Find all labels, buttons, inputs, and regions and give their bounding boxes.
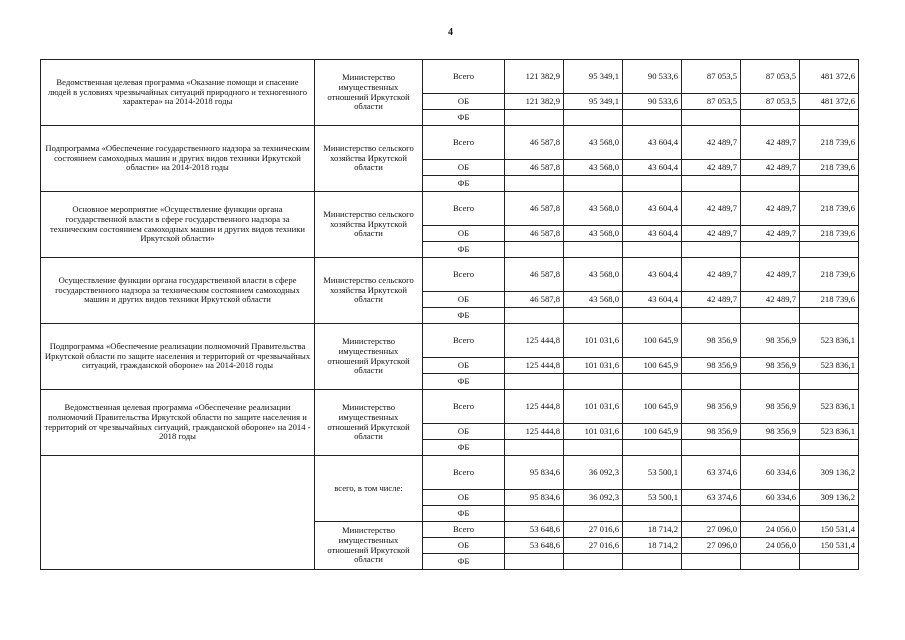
total-value-cell: [800, 176, 859, 192]
year-value-cell: 27 096,0: [682, 538, 741, 554]
funding-source: ФБ: [423, 374, 505, 390]
year-value-cell: 27 096,0: [682, 522, 741, 538]
year-value-cell: [505, 308, 564, 324]
table-row: [41, 126, 859, 160]
executor-cell: Министерство имущественных отношений Иркутской области: [315, 390, 423, 456]
year-value-cell: 125 444,8: [505, 358, 564, 374]
year-value-cell: 121 382,9: [505, 60, 564, 94]
year-value-cell: [741, 506, 800, 522]
funding-source: ФБ: [423, 440, 505, 456]
year-value-cell: [682, 440, 741, 456]
total-value-cell: 309 136,2: [800, 490, 859, 506]
year-value-cell: 53 648,6: [505, 522, 564, 538]
year-value-cell: 46 587,8: [505, 292, 564, 308]
year-value-cell: 98 356,9: [682, 424, 741, 440]
year-value-cell: 43 568,0: [564, 126, 623, 160]
year-value-cell: 125 444,8: [505, 424, 564, 440]
year-value-cell: 95 834,6: [505, 490, 564, 506]
year-value-cell: 27 016,6: [564, 538, 623, 554]
year-value-cell: 42 489,7: [741, 258, 800, 292]
year-value-cell: 24 056,0: [741, 522, 800, 538]
table-row: [41, 324, 859, 358]
executor-cell: Министерство имущественных отношений Иркутской области: [315, 324, 423, 390]
year-value-cell: 63 374,6: [682, 456, 741, 490]
table-row: [41, 192, 859, 226]
total-value-cell: 523 836,1: [800, 324, 859, 358]
funding-source: ОБ: [423, 160, 505, 176]
year-value-cell: 42 489,7: [741, 292, 800, 308]
page-number: 4: [448, 27, 453, 38]
total-value-cell: [800, 554, 859, 570]
year-value-cell: 36 092,3: [564, 456, 623, 490]
year-value-cell: [623, 374, 682, 390]
executor-cell: Министерство имущественных отношений Иркутской области: [315, 60, 423, 126]
year-value-cell: 43 604,4: [623, 192, 682, 226]
year-value-cell: [564, 110, 623, 126]
year-value-cell: 87 053,5: [741, 60, 800, 94]
year-value-cell: [682, 176, 741, 192]
year-value-cell: 43 568,0: [564, 292, 623, 308]
year-value-cell: [505, 440, 564, 456]
year-value-cell: 87 053,5: [682, 94, 741, 110]
table-row: [41, 60, 859, 94]
year-value-cell: [505, 176, 564, 192]
funding-source: ОБ: [423, 358, 505, 374]
year-value-cell: 36 092,3: [564, 490, 623, 506]
year-value-cell: 42 489,7: [682, 126, 741, 160]
year-value-cell: 125 444,8: [505, 390, 564, 424]
year-value-cell: 42 489,7: [682, 226, 741, 242]
year-value-cell: 42 489,7: [741, 192, 800, 226]
program-name-cell: Ведомственная целевая программа «Обеспечение реализации полномочий Правительства Иркутской области по защите населения и территорий от чрезвычайных ситуаций, гражданской обороне» на 2014 - 2018 годы: [41, 390, 315, 456]
table-row: [41, 456, 859, 490]
executor-cell: всего, в том числе:: [315, 456, 423, 522]
year-value-cell: [564, 308, 623, 324]
year-value-cell: [741, 554, 800, 570]
year-value-cell: 125 444,8: [505, 324, 564, 358]
year-value-cell: 42 489,7: [741, 160, 800, 176]
year-value-cell: [741, 176, 800, 192]
total-value-cell: [800, 440, 859, 456]
funding-source: Всего: [423, 126, 505, 160]
year-value-cell: 98 356,9: [741, 324, 800, 358]
total-value-cell: [800, 242, 859, 258]
year-value-cell: 121 382,9: [505, 94, 564, 110]
funding-source: ОБ: [423, 94, 505, 110]
funding-source: Всего: [423, 192, 505, 226]
year-value-cell: 90 533,6: [623, 60, 682, 94]
total-value-cell: 218 739,6: [800, 226, 859, 242]
year-value-cell: 27 016,6: [564, 522, 623, 538]
year-value-cell: [564, 374, 623, 390]
total-value-cell: 150 531,4: [800, 538, 859, 554]
year-value-cell: 87 053,5: [682, 60, 741, 94]
year-value-cell: 43 604,4: [623, 258, 682, 292]
year-value-cell: [623, 308, 682, 324]
program-name-cell: Подпрограмма «Обеспечение государственного надзора за техническим состоянием самоходных машин и других видов техники Иркутской области» на 2014-2018 годы: [41, 126, 315, 192]
year-value-cell: 46 587,8: [505, 192, 564, 226]
funding-source: ОБ: [423, 292, 505, 308]
year-value-cell: 46 587,8: [505, 126, 564, 160]
funding-source: Всего: [423, 456, 505, 490]
total-value-cell: [800, 374, 859, 390]
year-value-cell: 43 604,4: [623, 160, 682, 176]
year-value-cell: 87 053,5: [741, 94, 800, 110]
executor-cell: Министерство сельского хозяйства Иркутской области: [315, 126, 423, 192]
year-value-cell: 98 356,9: [682, 324, 741, 358]
total-value-cell: 218 739,6: [800, 126, 859, 160]
year-value-cell: 42 489,7: [682, 160, 741, 176]
funding-source: ФБ: [423, 110, 505, 126]
funding-source: ОБ: [423, 490, 505, 506]
total-value-cell: 218 739,6: [800, 258, 859, 292]
year-value-cell: 98 356,9: [741, 358, 800, 374]
year-value-cell: [741, 308, 800, 324]
executor-cell: Министерство сельского хозяйства Иркутской области: [315, 192, 423, 258]
total-value-cell: [800, 506, 859, 522]
year-value-cell: [741, 440, 800, 456]
year-value-cell: [623, 440, 682, 456]
year-value-cell: [682, 110, 741, 126]
total-value-cell: 218 739,6: [800, 160, 859, 176]
year-value-cell: [623, 110, 682, 126]
total-value-cell: 150 531,4: [800, 522, 859, 538]
year-value-cell: [564, 440, 623, 456]
year-value-cell: 95 349,1: [564, 60, 623, 94]
budget-table: [40, 59, 859, 570]
year-value-cell: 98 356,9: [741, 390, 800, 424]
year-value-cell: [505, 554, 564, 570]
year-value-cell: [505, 242, 564, 258]
year-value-cell: 53 648,6: [505, 538, 564, 554]
year-value-cell: [564, 506, 623, 522]
year-value-cell: 42 489,7: [741, 226, 800, 242]
year-value-cell: 98 356,9: [682, 390, 741, 424]
funding-source: Всего: [423, 522, 505, 538]
year-value-cell: 53 500,1: [623, 490, 682, 506]
year-value-cell: 46 587,8: [505, 226, 564, 242]
funding-source: ОБ: [423, 424, 505, 440]
year-value-cell: 42 489,7: [682, 192, 741, 226]
total-value-cell: 523 836,1: [800, 424, 859, 440]
year-value-cell: [623, 176, 682, 192]
year-value-cell: 101 031,6: [564, 424, 623, 440]
year-value-cell: [741, 110, 800, 126]
year-value-cell: [682, 374, 741, 390]
funding-source: Всего: [423, 390, 505, 424]
year-value-cell: 24 056,0: [741, 538, 800, 554]
total-value-cell: [800, 308, 859, 324]
total-value-cell: 309 136,2: [800, 456, 859, 490]
total-value-cell: 523 836,1: [800, 390, 859, 424]
executor-cell: Министерство сельского хозяйства Иркутской области: [315, 258, 423, 324]
table-row: [41, 390, 859, 424]
program-name-cell: Подпрограмма «Обеспечение реализации полномочий Правительства Иркутской области по защите населения и территорий от чрезвычайных ситуаций, гражданской обороне» на 2014-2018 годы: [41, 324, 315, 390]
year-value-cell: 100 645,9: [623, 424, 682, 440]
funding-source: Всего: [423, 60, 505, 94]
year-value-cell: 46 587,8: [505, 258, 564, 292]
year-value-cell: [564, 242, 623, 258]
year-value-cell: 43 568,0: [564, 258, 623, 292]
year-value-cell: 18 714,2: [623, 538, 682, 554]
program-name-cell: Осуществление функции органа государственной власти в сфере государственного надзора за техническим состоянием самоходных машин и других видов техники Иркутской области: [41, 258, 315, 324]
funding-source: ФБ: [423, 554, 505, 570]
total-value-cell: 481 372,6: [800, 60, 859, 94]
year-value-cell: 95 349,1: [564, 94, 623, 110]
year-value-cell: 98 356,9: [741, 424, 800, 440]
year-value-cell: 100 645,9: [623, 324, 682, 358]
year-value-cell: 43 604,4: [623, 126, 682, 160]
total-value-cell: 218 739,6: [800, 192, 859, 226]
year-value-cell: 42 489,7: [682, 292, 741, 308]
year-value-cell: 98 356,9: [682, 358, 741, 374]
year-value-cell: [623, 242, 682, 258]
year-value-cell: [505, 110, 564, 126]
year-value-cell: [682, 554, 741, 570]
year-value-cell: [564, 176, 623, 192]
year-value-cell: 101 031,6: [564, 358, 623, 374]
funding-source: Всего: [423, 258, 505, 292]
year-value-cell: 101 031,6: [564, 390, 623, 424]
year-value-cell: 43 604,4: [623, 226, 682, 242]
year-value-cell: 95 834,6: [505, 456, 564, 490]
year-value-cell: [682, 242, 741, 258]
year-value-cell: 60 334,6: [741, 456, 800, 490]
year-value-cell: [505, 506, 564, 522]
year-value-cell: 63 374,6: [682, 490, 741, 506]
executor-cell: Министерство имущественных отношений Иркутской области: [315, 522, 423, 570]
year-value-cell: 18 714,2: [623, 522, 682, 538]
total-value-cell: [800, 110, 859, 126]
funding-source: Всего: [423, 324, 505, 358]
year-value-cell: 101 031,6: [564, 324, 623, 358]
year-value-cell: [623, 506, 682, 522]
funding-source: ФБ: [423, 176, 505, 192]
year-value-cell: 100 645,9: [623, 358, 682, 374]
total-value-cell: 523 836,1: [800, 358, 859, 374]
program-name-cell: Основное мероприятие «Осуществление функции органа государственной власти в сфере государственного надзора за техническим состоянием самоходных машин и других видов техники Иркутской области»: [41, 192, 315, 258]
budget-table-body: [41, 60, 859, 570]
table-row: [41, 258, 859, 292]
year-value-cell: 46 587,8: [505, 160, 564, 176]
year-value-cell: 42 489,7: [741, 126, 800, 160]
year-value-cell: 90 533,6: [623, 94, 682, 110]
year-value-cell: 43 568,0: [564, 192, 623, 226]
year-value-cell: 53 500,1: [623, 456, 682, 490]
year-value-cell: [741, 374, 800, 390]
year-value-cell: [741, 242, 800, 258]
funding-source: ФБ: [423, 506, 505, 522]
funding-source: ФБ: [423, 308, 505, 324]
program-name-cell: [41, 456, 315, 570]
year-value-cell: 43 604,4: [623, 292, 682, 308]
year-value-cell: [564, 554, 623, 570]
total-value-cell: 481 372,6: [800, 94, 859, 110]
year-value-cell: [623, 554, 682, 570]
year-value-cell: [682, 308, 741, 324]
total-value-cell: 218 739,6: [800, 292, 859, 308]
funding-source: ОБ: [423, 538, 505, 554]
program-name-cell: Ведомственная целевая программа «Оказание помощи и спасение людей в условиях чрезвычайных ситуаций природного и техногенного характера» на 2014-2018 годы: [41, 60, 315, 126]
year-value-cell: 42 489,7: [682, 258, 741, 292]
year-value-cell: 43 568,0: [564, 226, 623, 242]
year-value-cell: 60 334,6: [741, 490, 800, 506]
year-value-cell: [505, 374, 564, 390]
funding-source: ОБ: [423, 226, 505, 242]
year-value-cell: 43 568,0: [564, 160, 623, 176]
year-value-cell: 100 645,9: [623, 390, 682, 424]
funding-source: ФБ: [423, 242, 505, 258]
year-value-cell: [682, 506, 741, 522]
